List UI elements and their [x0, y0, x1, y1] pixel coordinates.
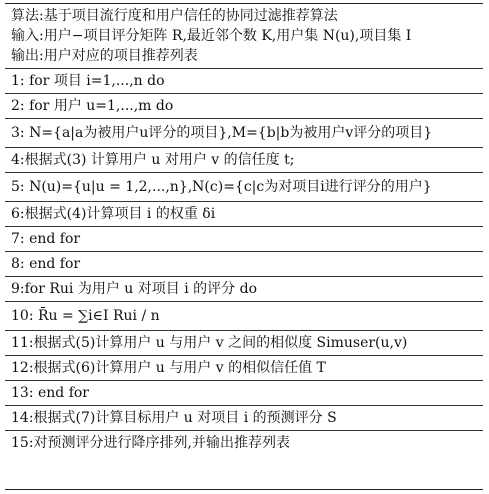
- algorithm-step: 13: end for: [5, 381, 483, 406]
- algorithm-output: 输出:用户对应的项目推荐列表: [11, 48, 198, 64]
- algorithm-step: 8: end for: [5, 252, 483, 277]
- algorithm-step: 15:对预测评分进行降序排列,并输出推荐列表: [11, 435, 290, 451]
- algorithm-step: 1: for 项目 i=1,...,n do: [5, 69, 483, 94]
- algorithm-step: 4:根据式(3) 计算用户 u 对用户 v 的信任度 t;: [5, 148, 483, 173]
- algorithm-step: 5: N(u)={u|u = 1,2,...,n},N(c)={c|c为对项目i进行评分的用户}: [5, 173, 483, 202]
- algorithm-step: 11:根据式(5)计算用户 u 与用户 v 之间的相似度 Simuser(u,v): [5, 331, 483, 356]
- algorithm-step: 10: R̄u = ∑i∈I Rui / n: [5, 302, 483, 331]
- algorithm-step: 3: N={a|a为被用户u评分的项目},M={b|b为被用户v评分的项目}: [5, 119, 483, 148]
- algorithm-step: 7: end for: [5, 227, 483, 252]
- algorithm-input: 输入:用户−项目评分矩阵 R,最近邻个数 K,用户集 N(u),项目集 I: [11, 28, 412, 44]
- algorithm-header: [5, 4, 483, 69]
- algorithm-step: 14:根据式(7)计算目标用户 u 对项目 i 的预测评分 S: [5, 406, 483, 431]
- algorithm-box: [5, 3, 483, 490]
- algorithm-step: 2: for 用户 u=1,...,m do: [5, 94, 483, 119]
- algorithm-title: 算法:基于项目流行度和用户信任的协同过滤推荐算法: [11, 8, 338, 24]
- algorithm-step: 12:根据式(6)计算用户 u 与用户 v 的相似信任值 T: [5, 356, 483, 381]
- algorithm-step: 9:for Rui 为用户 u 对项目 i 的评分 do: [5, 277, 483, 302]
- algorithm-step: 6:根据式(4)计算项目 i 的权重 δi: [5, 202, 483, 227]
